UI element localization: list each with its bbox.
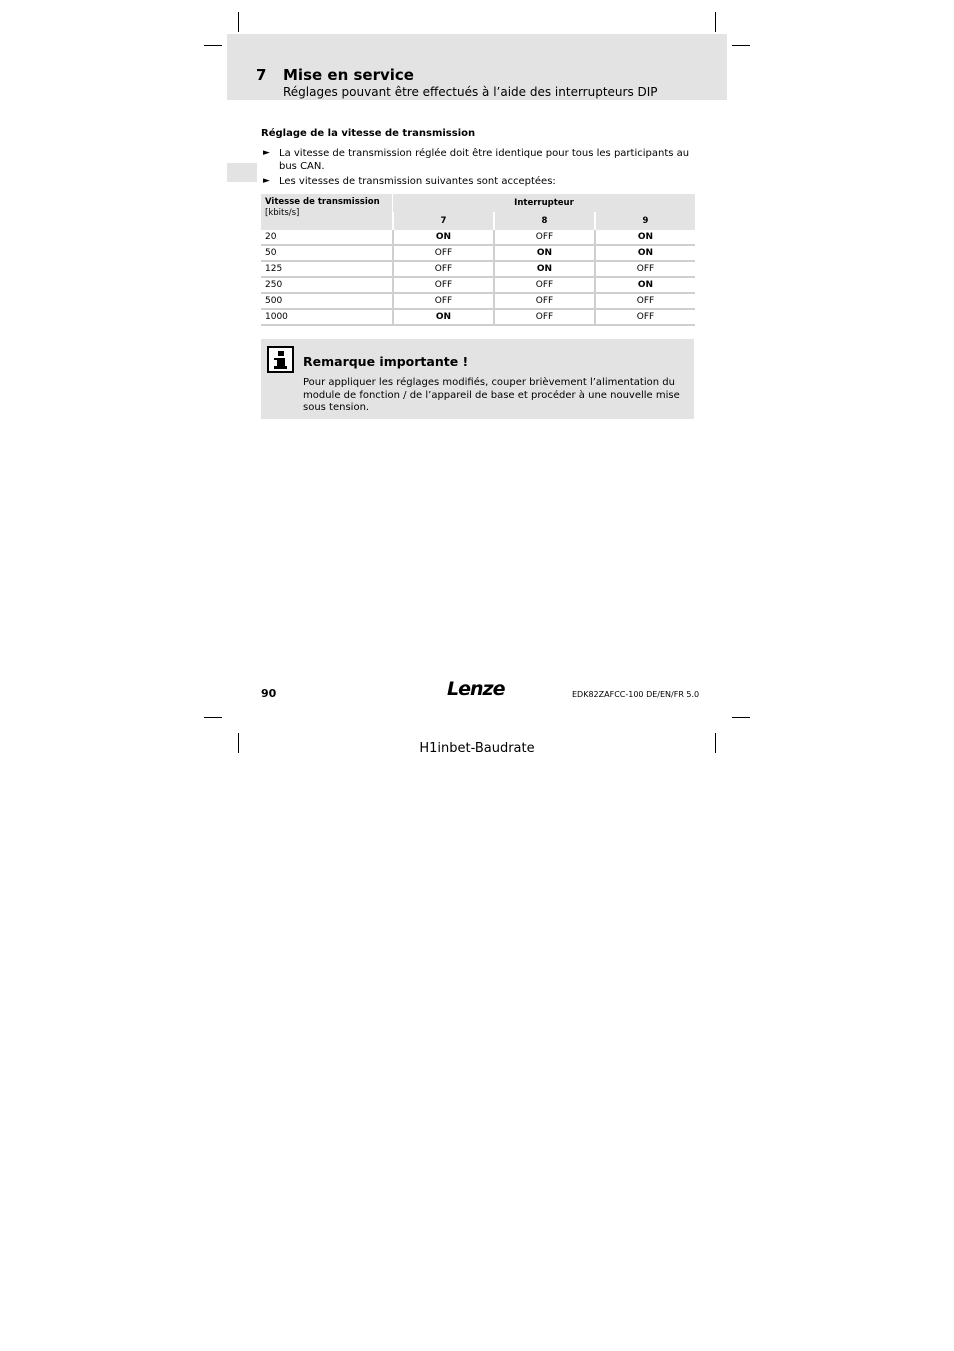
crop-mark [732,45,750,46]
table-row [261,278,695,294]
rate-cell: 250 [261,278,392,294]
rate-cell: 50 [261,246,392,262]
switch-cell: ON [392,310,493,326]
col-header-baudrate [261,194,392,230]
rate-cell: 20 [261,230,392,246]
switch-cell: OFF [392,262,493,278]
image-caption: H1inbet-Baudrate [419,741,535,756]
section-heading: Réglage de la vitesse de transmission [261,128,476,139]
table-row [261,310,695,326]
switch-cell: ON [493,246,594,262]
baudrate-dip-table [261,194,695,326]
note-body: Pour appliquer les réglages modifiés, couper brièvement l’alimentation du module de fonction / de l’appareil de base et procéder à une nouvelle mise sous tension. [303,377,680,413]
rate-cell: 500 [261,294,392,310]
col-header-switch-8: 8 [493,212,594,230]
switch-cell: OFF [392,278,493,294]
rate-cell: 125 [261,262,392,278]
chapter-subtitle: Réglages pouvant être effectués à l’aide des interrupteurs DIP [283,85,658,99]
crop-mark [204,45,222,46]
important-note [261,339,694,419]
switch-cell: OFF [594,262,695,278]
crop-mark [732,717,750,718]
page-number: 90 [261,687,277,700]
rate-cell: 1000 [261,310,392,326]
table-row [261,230,695,246]
table-row [261,262,695,278]
col-header-line2: [kbits/s] [265,208,300,218]
crop-mark [204,717,222,718]
document-reference: EDK82ZAFCC-100 DE/EN/FR 5.0 [572,690,700,699]
note-title: Remarque importante ! [303,354,469,369]
switch-cell: OFF [392,246,493,262]
chapter-title: Mise en service [283,66,414,84]
col-header-line1: Vitesse de transmission [265,197,380,207]
bullet-text: Les vitesses de transmission suivantes sont acceptées: [279,176,556,187]
chapter-number: 7 [256,66,267,84]
switch-cell: ON [594,230,695,246]
col-header-switch-9: 9 [594,212,695,230]
switch-cell: OFF [594,310,695,326]
switch-cell: ON [392,230,493,246]
bullet-text: La vitesse de transmission réglée doit être identique pour tous les participants au bus CAN. [279,148,690,172]
info-icon [267,346,294,373]
crop-mark [238,12,239,32]
switch-cell: OFF [493,278,594,294]
col-header-switch-group: Interrupteur [392,194,695,212]
switch-cell: ON [594,246,695,262]
switch-cell: OFF [493,230,594,246]
col-header-switch-7: 7 [392,212,493,230]
switch-cell: ON [594,278,695,294]
switch-cell: OFF [493,294,594,310]
lenze-logo: Lenze [447,678,505,700]
bullet-marker: ► [263,148,270,158]
switch-cell: OFF [594,294,695,310]
switch-cell: OFF [493,310,594,326]
table-row [261,294,695,310]
bullet-marker: ► [263,176,270,186]
switch-cell: OFF [392,294,493,310]
switch-cell: ON [493,262,594,278]
language-tab-marker [227,163,257,182]
crop-mark [715,12,716,32]
table-row [261,246,695,262]
